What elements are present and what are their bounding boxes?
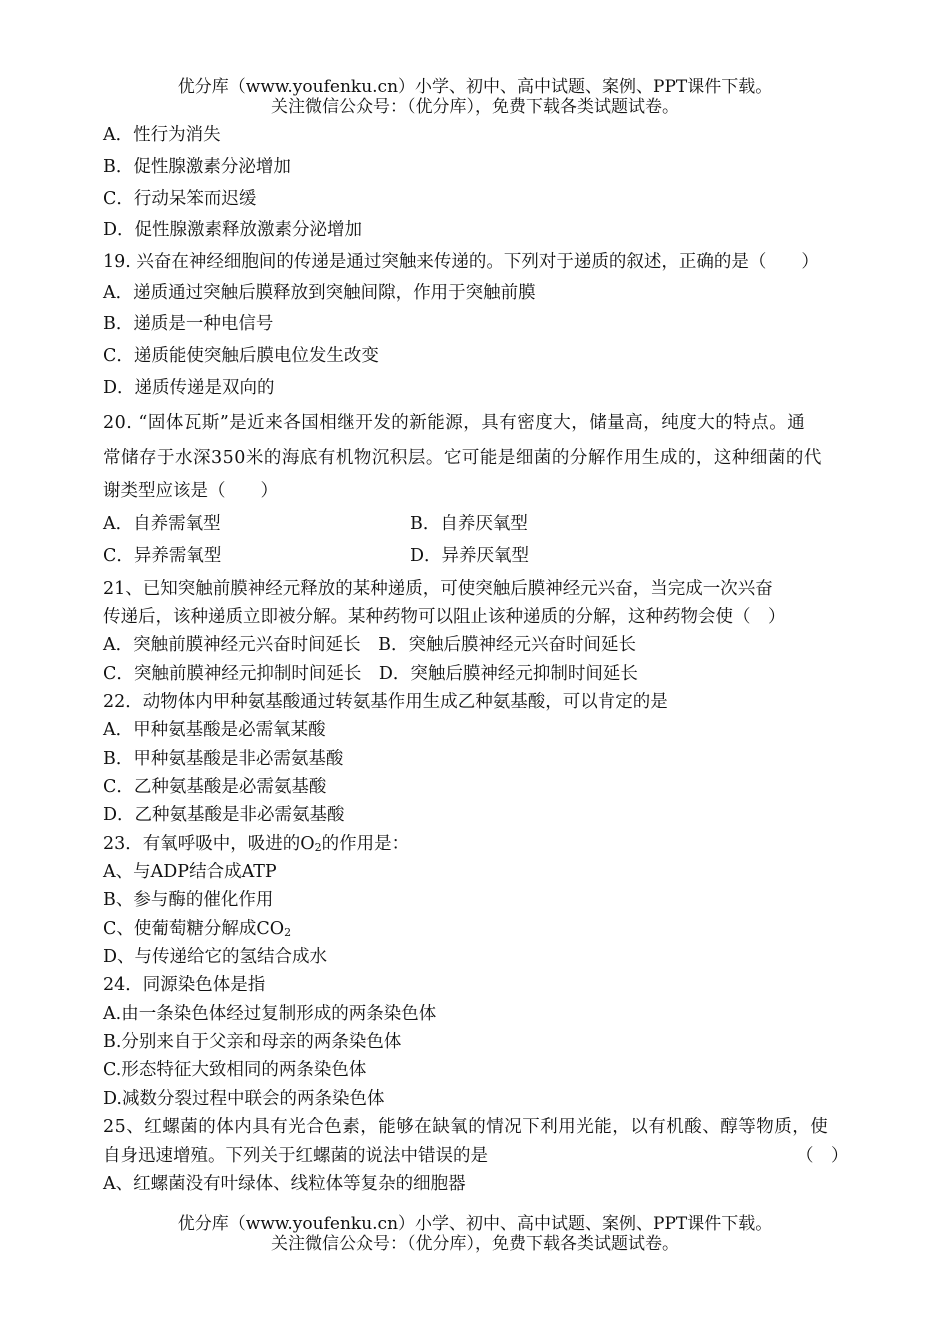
page-header — [0, 77, 950, 117]
q18-option-d: D．促性腺激素释放激素分泌增加 — [103, 220, 363, 240]
q23-option-b: B、参与酶的催化作用 — [103, 890, 274, 910]
q23-stem-subscript: 2 — [314, 841, 322, 854]
q24-option-d: D.减数分裂过程中联会的两条染色体 — [103, 1089, 385, 1109]
q18-option-c: C．行动呆笨而迟缓 — [103, 189, 257, 209]
q23-option-d: D、与传递给它的氢结合成水 — [103, 947, 328, 967]
q24-stem: 24．同源染色体是指 — [103, 975, 266, 995]
q25-option-a: A、红螺菌没有叶绿体、线粒体等复杂的细胞器 — [103, 1174, 466, 1194]
q21-stem-line-2: 传递后，该种递质立即被分解。某种药物可以阻止该种递质的分解，这种药物会使（ ） — [103, 607, 786, 627]
q19-option-d: D．递质传递是双向的 — [103, 378, 275, 398]
q20-stem-line-3: 谢类型应该是（ ） — [103, 481, 278, 501]
q18-option-b: B．促性腺激素分泌增加 — [103, 157, 291, 177]
q25-answer-paren: （ ） — [796, 1146, 849, 1166]
q20-stem-line-1: 20. “固体瓦斯”是近来各国相继开发的新能源，具有密度大，储量高，纯度大的特点。通 — [103, 413, 806, 433]
page-footer — [0, 1214, 950, 1254]
footer-line-2: 关注微信公众号：（优分库），免费下载各类试题试卷。 — [271, 1234, 679, 1254]
q23-stem — [103, 833, 409, 859]
q25-stem-line-1: 25、红螺菌的体内具有光合色素，能够在缺氧的情况下利用光能，以有机酸、醇等物质，使 — [103, 1117, 829, 1137]
q23-stem-text: 23．有氧呼吸中，吸进的O — [103, 834, 315, 854]
q23-option-c — [103, 918, 291, 944]
q22-option-d: D．乙种氨基酸是非必需氨基酸 — [103, 805, 345, 825]
q25-stem-line-2: 自身迅速增殖。下列关于红螺菌的说法中错误的是 — [103, 1146, 488, 1166]
q24-option-b: B.分别来自于父亲和母亲的两条染色体 — [103, 1032, 402, 1052]
q22-option-c: C．乙种氨基酸是必需氨基酸 — [103, 777, 327, 797]
q23-stem-tail: 的作用是： — [321, 834, 410, 854]
q19-option-c: C．递质能使突触后膜电位发生改变 — [103, 346, 379, 366]
q19-option-b: B．递质是一种电信号 — [103, 314, 274, 334]
q20-option-b: B．自养厌氧型 — [410, 514, 528, 534]
q22-option-a: A．甲种氨基酸是必需氧某酸 — [103, 720, 326, 740]
q22-option-b: B．甲种氨基酸是非必需氨基酸 — [103, 749, 344, 769]
q24-option-c: C.形态特征大致相同的两条染色体 — [103, 1060, 367, 1080]
q24-option-a: A.由一条染色体经过复制形成的两条染色体 — [103, 1004, 437, 1024]
footer-line-1: 优分库（www.youfenku.cn）小学、初中、高中试题、案例、PPT课件下载。 — [177, 1214, 773, 1234]
q22-stem: 22．动物体内甲种氨基酸通过转氨基作用生成乙种氨基酸，可以肯定的是 — [103, 692, 668, 712]
header-line-2: 关注微信公众号：（优分库），免费下载各类试题试卷。 — [271, 97, 679, 117]
q19-stem: 19. 兴奋在神经细胞间的传递是通过突触来传递的。下列对于递质的叙述，正确的是（ ） — [103, 252, 819, 272]
q23-option-c-subscript: 2 — [284, 926, 292, 939]
q20-option-a: A．自养需氧型 — [103, 514, 221, 534]
q19-option-a: A．递质通过突触后膜释放到突触间隙，作用于突触前膜 — [103, 283, 536, 303]
q23-option-c-text: C、使葡萄糖分解成CO — [103, 919, 285, 939]
q23-option-a: A、与ADP结合成ATP — [103, 862, 277, 882]
q21-options-ab: A．突触前膜神经元兴奋时间延长 B．突触后膜神经元兴奋时间延长 — [103, 635, 636, 655]
header-line-1: 优分库（www.youfenku.cn）小学、初中、高中试题、案例、PPT课件下载。 — [177, 77, 773, 97]
q20-option-d: D．异养厌氧型 — [410, 546, 530, 566]
q20-option-c: C．异养需氧型 — [103, 546, 222, 566]
q21-stem-line-1: 21、已知突触前膜神经元释放的某种递质，可使突触后膜神经元兴奋，当完成一次兴奋 — [103, 579, 773, 599]
q21-options-cd: C．突触前膜神经元抑制时间延长 D．突触后膜神经元抑制时间延长 — [103, 664, 638, 684]
q20-stem-line-2: 常储存于水深350米的海底有机物沉积层。它可能是细菌的分解作用生成的，这种细菌的代 — [103, 448, 822, 468]
q18-option-a: A．性行为消失 — [103, 125, 221, 145]
